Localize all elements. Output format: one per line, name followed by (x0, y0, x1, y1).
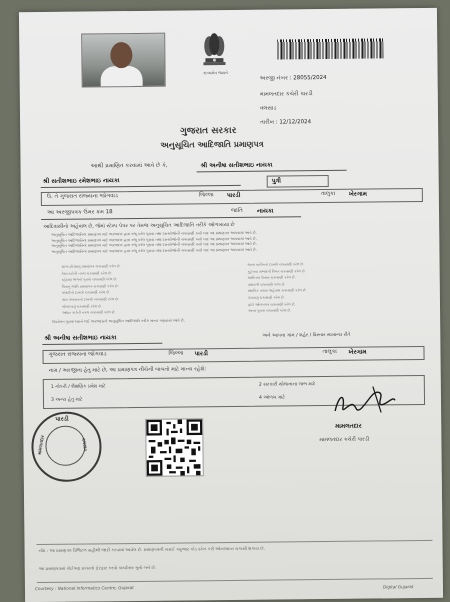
emblem-caption: સત્યમેવ જયતે (203, 70, 228, 76)
list-item: પિતાનું જાતિ પ્રમાણપત્ર ચકાસણી કરેલ છે. (61, 283, 119, 289)
courtesy-text: Courtesy : National Informatics Centre, Gujarat (34, 585, 134, 592)
footer-notice: નોંધ : આ પ્રમાણપત્ર ડિજિટલ સહીથી જારી કરવામાં આવેલ છે. પ્રમાણપત્રની ખરાઈ ક્યુઆર કોડ સ્કેન કરી ઓનલાઇન ચકાસી શકાય છે. (38, 545, 265, 554)
signer-office: મામલતદાર કચેરી પારડી (319, 436, 370, 444)
list-item: સ્થાનિક તપાસ અહેવાલ ચકાસણી કરેલ છે. (247, 288, 307, 294)
office-line: મામલતદાર કચેરી પારડી (259, 91, 313, 98)
list-item: તલાટીનો દાખલો ચકાસણી કરેલ છે. (61, 290, 111, 296)
certificate-page (19, 8, 443, 602)
taluka-value: ખેરગામ (348, 190, 368, 198)
purpose-item-4: 4 ઓળખ માટે (258, 395, 286, 401)
digital-gujarat-text: Digital Gujarat (382, 584, 414, 590)
purpose-item-2: 2 સરકારી યોજનાના લાભ માટે (258, 382, 316, 388)
bottom-taluka-value: ખેરગામ (348, 348, 367, 356)
para-text: અનુસૂચિત આદિજાતિના પ્રમાણપત્ર માટે અરજદાર દ્વારા રજૂ કરેલ પુરાવા તથા દસ્તાવેજોની ચકાસણી કર્યા બાદ આ પ્રમાણપત્ર આપવામાં આવે છે. અનુસૂચિત આદિજાતિના પ્રમાણપત્ર માટે અરજદાર દ્વારા રજૂ કરેલ પુરાવા તથા દસ્તાવેજોની ચકાસણી કર્યા બાદ આ પ્રમાણપત્ર આપવામાં આવે છે. અનુસૂચિત આદિજાતિના પ્રમાણપત્ર માટે અરજદાર દ્વારા રજૂ કરેલ પુરાવા તથા દસ્તાવેજોની ચકાસણી કર્યા બાદ આ પ્રમાણપત્ર આપવામાં આવે છે. અનુસૂચિત આદિજાતિના પ્રમાણપત્ર માટે અરજદાર દ્વારા રજૂ કરેલ પુરાવા તથા દસ્તાવેજોની ચકાસણી કર્યા બાદ આ પ્રમાણપત્ર આપવામાં આવે છે. (51, 230, 257, 254)
district-label: જિલ્લા (198, 192, 214, 199)
list-item: વંશાવળી ચકાસણી કરેલ છે. (247, 282, 286, 287)
list-item: સોગંદનામું ચકાસણી કરેલ છે. (61, 303, 102, 309)
bottom-district-value: પારડી (194, 350, 209, 358)
list-item: પંચનામું ચકાસણી કરેલ છે. (247, 295, 285, 300)
list-item: શાળા છોડ્યાનું પ્રમાણપત્ર ચકાસણી કરેલ છે. (61, 264, 121, 269)
document-list-right (248, 260, 419, 315)
district-value: પારડી (226, 191, 241, 200)
verification-qr-code (145, 418, 204, 477)
issue-date: 12/12/2024 (279, 119, 312, 126)
list-item: રેશનકાર્ડની નકલ ચકાસણી કરેલ છે. (61, 270, 112, 276)
village: ઉ. તે ગુજરાત રાજ્યના જોગવાડ (46, 193, 118, 200)
bottom-district-label: જિલ્લા (168, 350, 184, 357)
government-title: ગુજરાત સરકાર (180, 125, 237, 137)
father-name: શ્રી સતીશભાઇ રમેશભાઇ નાયકા (42, 177, 120, 185)
purpose-item-1: 1 નોકરી / શૈક્ષણિક પ્રવેશ માટે (50, 384, 106, 390)
caste-label: જાતિ (230, 207, 243, 214)
list-item: રહેઠાણ અંગેનો પુરાવો ચકાસણી કરેલ છે. (61, 277, 118, 282)
list-item: ફોટો ઓળખપત્ર ચકાસણી કરેલ છે. (247, 301, 296, 307)
gender-field: પુત્રી (267, 175, 329, 188)
applicant-photo (81, 33, 166, 88)
footer-notice-2: આ પ્રમાણપત્રમાં કોઈપણ પ્રકારનો ફેરફાર કરવો કાયદેસર ગુનો બને છે. (38, 564, 157, 572)
date-row: તારીખ : 12/12/2024 (260, 119, 312, 126)
document-list-left (62, 262, 233, 317)
closing-para: ઉપરોક્ત પુરાવા ધ્યાને લઈ અરજદારને અનુસૂચિત આદિજાતિ તરીકે માન્ય ગણવામાં આવે છે. (52, 318, 185, 324)
district-line: વલસાડ (259, 105, 277, 112)
taluka-label: તાલુકા (320, 190, 336, 198)
certificate-title: અનુસૂચિત આદિજાતિ પ્રમાણપત્ર (160, 139, 264, 150)
application-number-row: અરજી નંબર : 28055/2024 (259, 74, 327, 82)
list-item: આધાર કાર્ડની નકલ ચકાસણી કરેલ છે. (62, 310, 116, 315)
list-item: કુટુંબના સભ્યોની વિગત ચકાસણી કરેલ છે. (247, 268, 306, 274)
purpose-item-3: 3 અન્ય હેતુ માટે (50, 397, 83, 403)
bottom-village: ગુજરાત રાજ્યના જોગવાડ (48, 351, 107, 358)
list-item: અન્ય પુરાવા ચકાસણી કરેલ છે. (248, 308, 292, 313)
officer-signature (329, 382, 399, 423)
caste-value: નાયકા (256, 207, 274, 215)
bottom-taluka-label: તાલુકા (322, 348, 337, 356)
bottom-applicant-name: શ્રી અનીષા સતીશભાઇ નાયકા (44, 334, 117, 342)
barcode (277, 38, 383, 59)
signer-title: મામલતદાર (335, 422, 362, 430)
state-emblem-icon (199, 30, 229, 70)
age-line: આ અરજીપત્રક ઉંમર ક્રમ 18 (46, 209, 113, 216)
list-item: જન્મ તારીખનો દાખલો ચકાસણી કરેલ છે. (247, 262, 305, 267)
cert-intro: આથી પ્રમાણિત કરવામાં આવે છે કે, (90, 162, 168, 170)
bottom-name-tail: અને આપના ગામ / શહેર / વિસ્તાર સામાન્ય રીતે (262, 332, 351, 339)
applicant-name: શ્રી અનીષા સતીશભાઇ નાયકા (200, 161, 273, 170)
office-seal: પારડી મામલતદાર વલસાડ (31, 411, 102, 482)
list-item: જમીનના ઉતારા ચકાસણી કરેલ છે. (247, 275, 296, 281)
para-intro: આદિવાસીનો અહેવાલ છે, જેમાં સ્ટેમ્પ પેપર પર તેમજ અનુસૂચિત આદિજાતિ તરીકે ઓળખાયા છે (43, 221, 235, 230)
note-line: નામ / અરજીના હેતુ માટે છે, આ પ્રમાણપત્ર નીચેની બાબતો માટે માન્ય રહેશે: (48, 366, 207, 374)
application-number: 28055/2024 (293, 74, 327, 82)
list-item: ગ્રામ પંચાયતનો દાખલો ચકાસણી કરેલ છે. (61, 297, 120, 302)
